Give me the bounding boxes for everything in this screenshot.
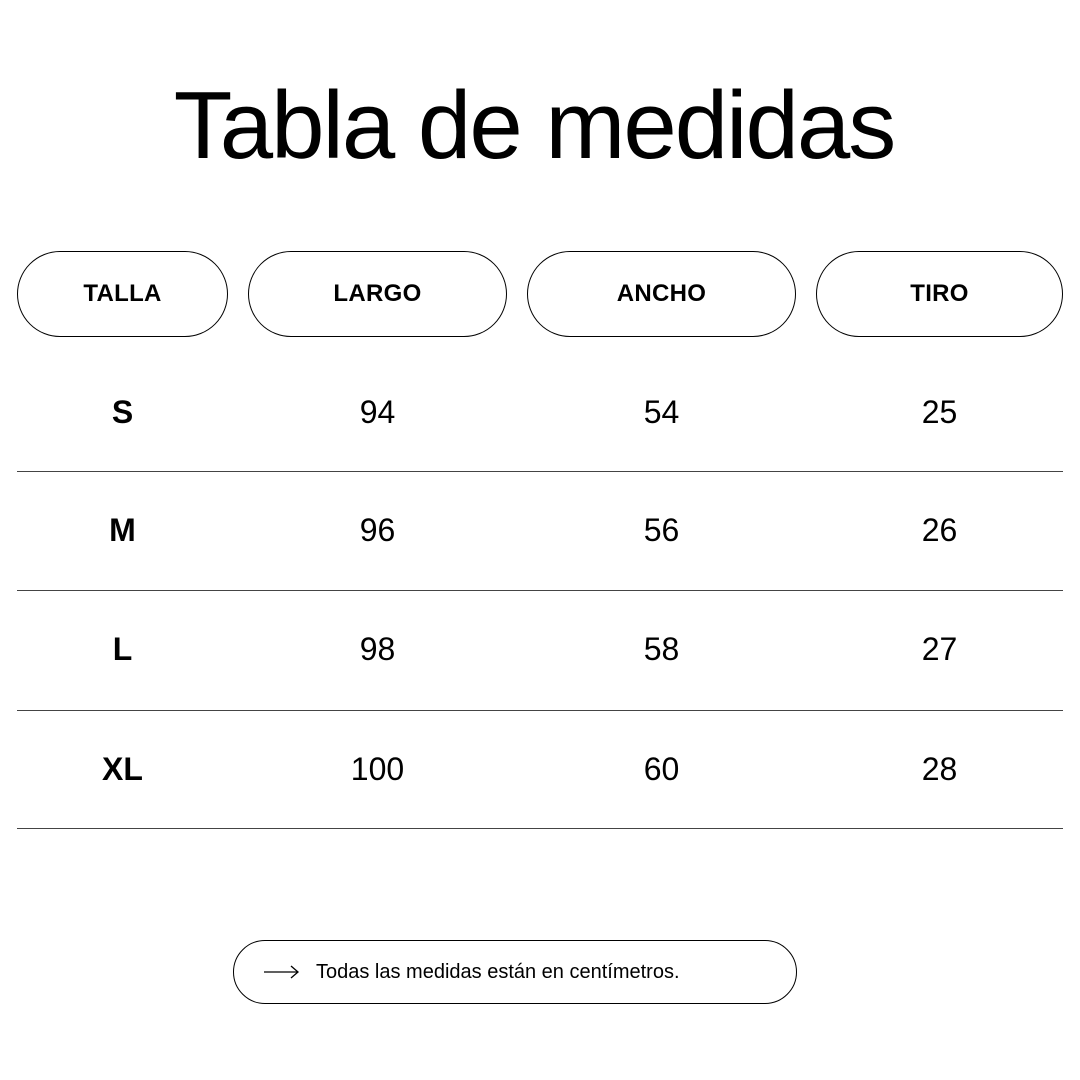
table-cell-width: 60	[643, 750, 680, 787]
table-cell-rise: 25	[921, 393, 958, 430]
table-cell-size: M	[109, 511, 136, 548]
header-rise: TIRO	[816, 251, 1063, 337]
header-length: LARGO	[248, 251, 507, 337]
table-cell-length: 94	[359, 393, 396, 430]
table-cell-length: 96	[359, 511, 396, 548]
table-cell-rise: 26	[921, 511, 958, 548]
table-cell-width: 56	[643, 511, 680, 548]
arrow-right-icon	[264, 965, 300, 979]
header-size: TALLA	[17, 251, 228, 337]
units-note	[233, 940, 797, 1004]
table-cell-length: 98	[359, 630, 396, 667]
table-cell-size: XL	[102, 750, 143, 787]
header-width: ANCHO	[527, 251, 796, 337]
table-cell-width: 54	[643, 393, 680, 430]
table-cell-width: 58	[643, 630, 680, 667]
table-cell-length: 100	[350, 750, 405, 787]
table-cell-size: L	[112, 630, 133, 667]
table-cell-size: S	[111, 393, 134, 430]
page-title: Tabla de medidas	[173, 72, 895, 179]
table-cell-rise: 27	[921, 630, 958, 667]
table-cell-rise: 28	[921, 750, 958, 787]
row-divider	[17, 828, 1063, 829]
units-note-text: Todas las medidas están en centímetros.	[316, 960, 680, 983]
